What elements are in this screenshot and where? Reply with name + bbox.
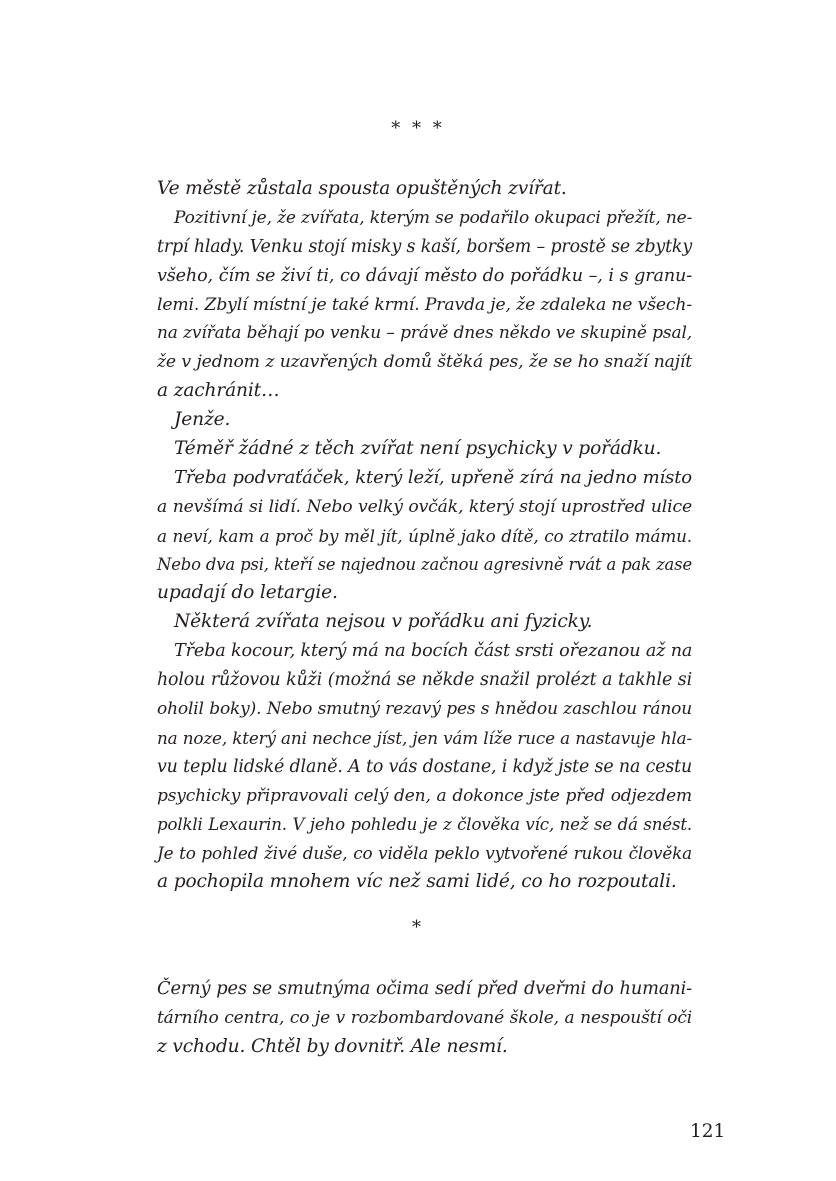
section-separator-top: * * * — [391, 118, 445, 139]
paragraph-line: upadají do letargie. — [157, 582, 338, 604]
paragraph-line: Jenže. — [174, 409, 231, 431]
paragraph-line: vu teplu lidské dlaně. A to vás dostane, i když jste se na cestu — [157, 756, 692, 777]
paragraph-line: z vchodu. Chtěl by dovnitř. Ale nesmí. — [157, 1035, 508, 1057]
paragraph-line: Černý pes se smutnýma očima sedí před dveřmi do humani- — [157, 978, 692, 999]
paragraph-line: tárního centra, co je v rozbombardované škole, a nespouští oči — [157, 1007, 692, 1028]
section-2 — [157, 975, 692, 1062]
paragraph-line: všeho, čím se živí ti, co dávají město do pořádku –, i s granu- — [157, 265, 692, 286]
paragraph-line: že v jednom z uzavřených domů štěká pes, že se ho snaží najít — [157, 352, 692, 373]
paragraph-line: Třeba kocour, který má na bocích část srsti ořezanou až na — [174, 641, 693, 662]
section-1 — [157, 175, 692, 897]
paragraph-line: a zachránit… — [157, 380, 280, 402]
paragraph-line: oholil boky). Nebo smutný rezavý pes s hnědou zaschlou ránou — [157, 699, 692, 720]
paragraph-line: Téměř žádné z těch zvířat není psychicky v pořádku. — [174, 438, 662, 460]
paragraph-line: polkli Lexaurin. V jeho pohledu je z člověka víc, než se dá snést. — [157, 814, 692, 834]
paragraph-line: Nebo dva psi, kteří se najednou začnou agresivně rvát a pak zase — [157, 554, 692, 574]
paragraph-line: Některá zvířata nejsou v pořádku ani fyzicky. — [174, 611, 593, 633]
paragraph-line: Třeba podvraťáček, který leží, upřeně zírá na jedno místo — [174, 466, 692, 488]
paragraph-line: na zvířata běhají po venku – právě dnes někdo ve skupině psal, — [157, 323, 692, 344]
paragraph-line: Ve městě zůstala spousta opuštěných zvířat. — [157, 178, 567, 199]
section-separator-mid: * — [412, 917, 424, 938]
paragraph-line: psychicky připravovali celý den, a dokonce jste před odjezdem — [157, 785, 692, 806]
paragraph-line: holou růžovou kůži (možná se někde snažil prolézt a takhle si — [157, 670, 692, 691]
paragraph-line: Pozitivní je, že zvířata, kterým se podařilo okupaci přežít, ne- — [174, 207, 693, 228]
paragraph-line: lemi. Zbylí místní je také krmí. Pravda je, že zdaleka ne všech- — [157, 294, 692, 315]
paragraph-line: a pochopila mnohem víc než sami lidé, co ho rozpoutali. — [157, 871, 677, 893]
paragraph-line: trpí hlady. Venku stojí misky s kaší, boršem – prostě se zbytky — [157, 236, 692, 257]
paragraph-line: na noze, který ani nechce jíst, jen vám líže ruce a nastavuje hla- — [157, 727, 692, 748]
paragraph-line: a neví, kam a proč by měl jít, úplně jako dítě, co ztratilo mámu. — [157, 525, 692, 546]
paragraph-line: Je to pohled živé duše, co viděla peklo vytvořené rukou člověka — [157, 843, 692, 864]
page-number: 121 — [690, 1121, 726, 1142]
paragraph-line: a nevšímá si lidí. Nebo velký ovčák, který stojí uprostřed ulice — [157, 496, 692, 517]
